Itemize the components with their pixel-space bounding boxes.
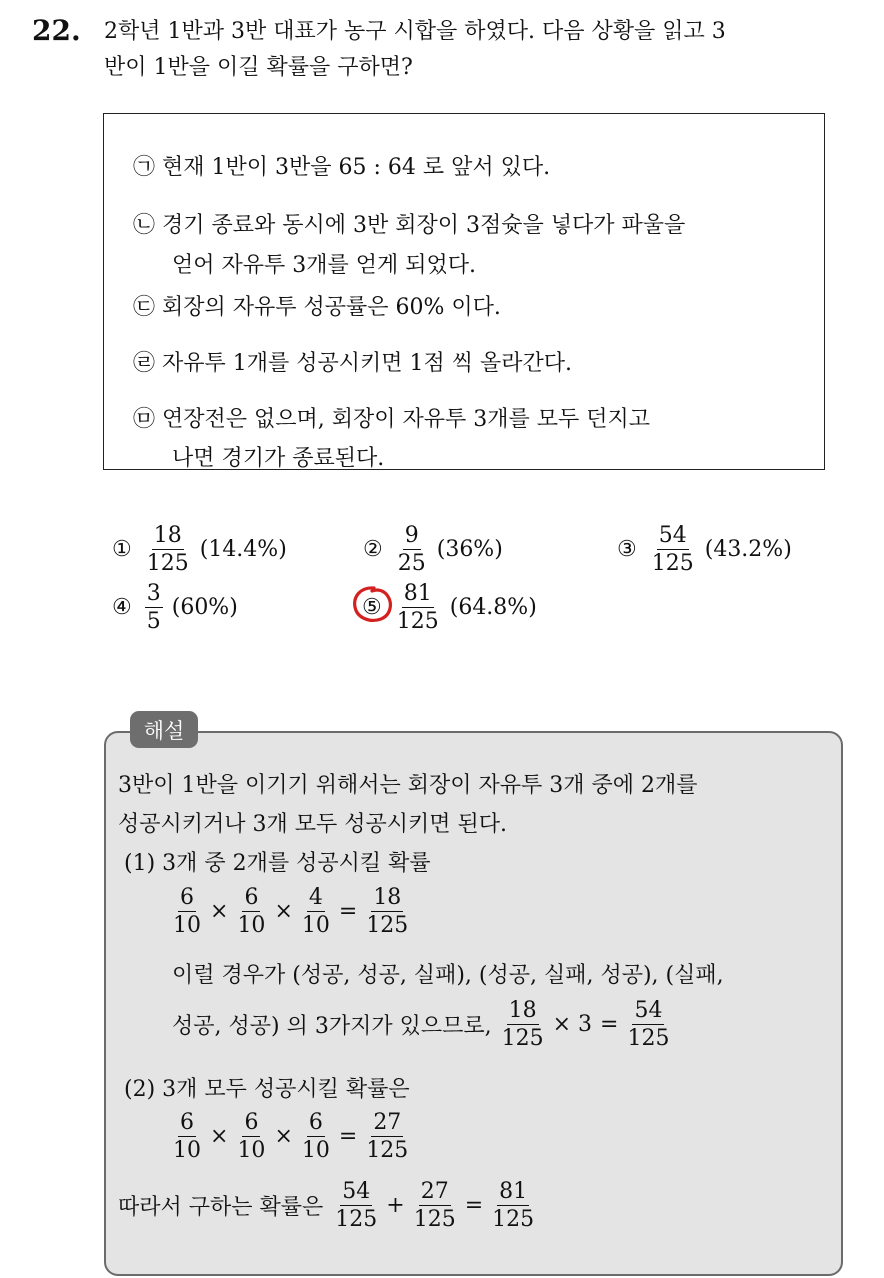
option-1-percent: (14.4%) (199, 537, 287, 563)
solution-case1-title: (1) 3개 중 2개를 성공시킬 확률 (124, 851, 431, 876)
condition-2 (133, 208, 685, 239)
option-3-mark: ③ (617, 537, 637, 563)
answer-circle-icon (350, 584, 396, 626)
solution-case1-text1: 이럴 경우가 (성공, 성공, 실패), (성공, 실패, 성공), (실패, (172, 963, 724, 988)
condition-5 (133, 402, 650, 433)
condition-2-text-line1: 경기 종료와 동시에 3반 회장이 3점슛을 넣다가 파울을 (162, 213, 686, 238)
condition-5-mark: ㉤ (133, 407, 156, 432)
option-4-mark: ④ (112, 595, 132, 621)
option-2-percent: (36%) (436, 537, 503, 563)
condition-1 (133, 150, 550, 181)
option-5-mark: ⑤ (362, 595, 382, 621)
option-1-fraction: $\frac{18}{125}$ (146, 523, 189, 577)
option-4-percent: (60%) (171, 595, 238, 621)
option-4[interactable] (112, 582, 238, 633)
solution-equation-1: $\frac{6}{10}$ × $\frac{6}{10}$ × $\frac{4}{10}$ = $\frac{18}{125}$ (173, 885, 409, 939)
condition-2-text-line2: 얻어 자유투 3개를 얻게 되었다. (172, 253, 476, 278)
condition-5-text-line2: 나면 경기가 종료된다. (172, 446, 385, 471)
option-5-percent: (64.8%) (449, 595, 537, 621)
solution-line2: 성공시키거나 3개 모두 성공시키면 된다. (118, 812, 507, 837)
condition-4 (133, 346, 572, 377)
condition-4-mark: ㉣ (133, 351, 156, 376)
solution-equation-3: $\frac{6}{10}$ × $\frac{6}{10}$ × $\frac{6}{10}$ = $\frac{27}{125}$ (173, 1110, 409, 1164)
condition-1-mark: ㉠ (133, 155, 156, 180)
solution-final-row: 따라서 구하는 확률은 $\frac{54}{125}$ + $\frac{27}{125}$ = $\frac{81}{125}$ (118, 1179, 535, 1233)
solution-final-text: 따라서 구하는 확률은 (118, 1195, 324, 1221)
option-2-fraction: $\frac{9}{25}$ (397, 523, 426, 577)
condition-3-mark: ㉢ (133, 295, 156, 320)
option-3-fraction: $\frac{54}{125}$ (651, 523, 694, 577)
solution-tag: 해설 (130, 711, 198, 748)
solution-case1-text2: 성공, 성공) 의 3가지가 있으므로, (172, 1014, 492, 1040)
solution-case1-text2-row: 성공, 성공) 의 3가지가 있으므로, $\frac{18}{125}$ × 3 = $\frac{54}{125}$ (172, 998, 670, 1052)
option-3[interactable] (617, 524, 792, 575)
solution-line1: 3반이 1반을 이기기 위해서는 회장이 자유투 3개 중에 2개를 (118, 773, 698, 798)
option-2[interactable] (363, 524, 503, 575)
option-5-fraction: $\frac{81}{125}$ (396, 581, 439, 635)
solution-case2-title: (2) 3개 모두 성공시킬 확률은 (124, 1077, 410, 1102)
question-text-line1: 2학년 1반과 3반 대표가 농구 시합을 하였다. 다음 상황을 읽고 3 (104, 19, 726, 44)
condition-5-text-line1: 연장전은 없으며, 회장이 자유투 3개를 모두 던지고 (162, 407, 651, 432)
question-text-line2: 반이 1반을 이길 확률을 구하면? (104, 55, 413, 80)
condition-4-text: 자유투 1개를 성공시키면 1점 씩 올라간다. (162, 351, 573, 376)
condition-2-mark: ㉡ (133, 213, 156, 238)
option-1[interactable] (112, 524, 287, 575)
option-3-percent: (43.2%) (704, 537, 792, 563)
option-4-fraction: $\frac{3}{5}$ (146, 581, 161, 635)
condition-3 (133, 290, 501, 321)
condition-3-text: 회장의 자유투 성공률은 60% 이다. (162, 295, 501, 320)
option-1-mark: ① (112, 537, 132, 563)
option-2-mark: ② (363, 537, 383, 563)
condition-1-text: 현재 1반이 3반을 65 : 64 로 앞서 있다. (162, 155, 551, 180)
question-number: 22. (32, 14, 81, 47)
